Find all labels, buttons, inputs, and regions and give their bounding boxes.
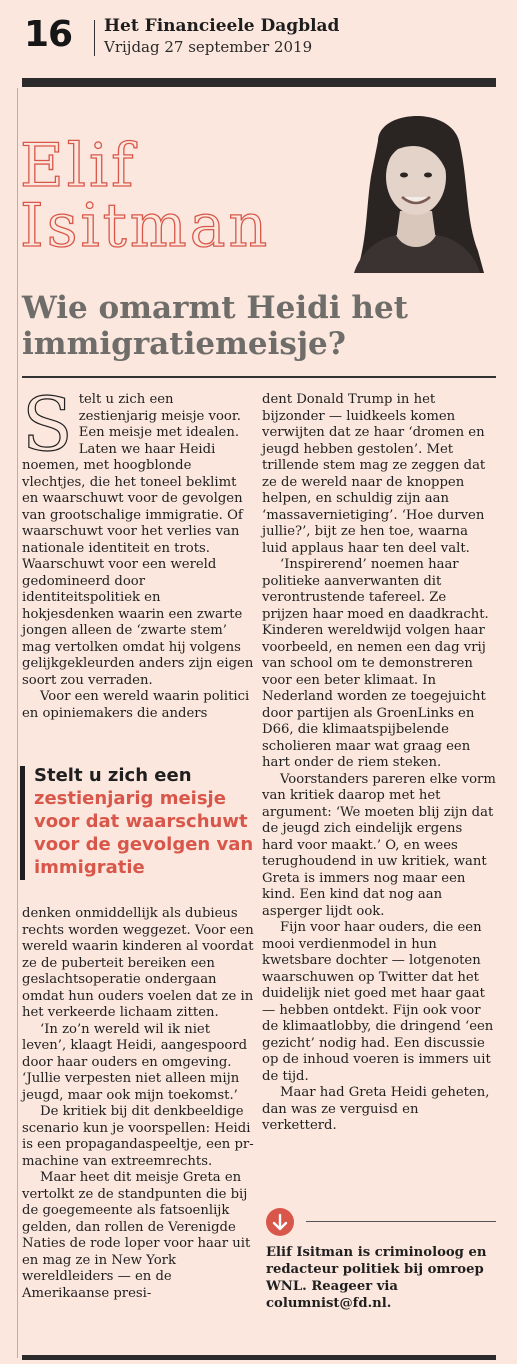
paragraph: dent Donald Trump in het bijzonder — luidkeels komen verwijten dat ze haar ‘dromen en jeugd hebben gestolen’. Met trillende stem mag ze zeggen dat ze de wereld naar de knoppen helpen, en schuldig zijn aan ‘massavernietiging’. ‘Hoe durven jullie?’, bijt ze hen toe, waarna luid applaus haar ten deel valt. — [262, 392, 486, 556]
pull-quote-lead: Stelt u zich een — [34, 765, 192, 786]
bottom-rule — [22, 1355, 496, 1360]
paragraph: De kritiek bij dit denkbeeldige scenario kun je voorspellen: Heidi is een propagandaspeeltje, een pr-machine van extreemrechts. — [22, 1104, 254, 1169]
article-column-left-bottom — [22, 906, 254, 1302]
paragraph: denken onmiddellijk als dubieus rechts worden weggezet. Voor een wereld waarin kinderen al voordat ze de puberteit bereiken een geslachtsoperatie ondergaan omdat hun ouders voelen dat ze in het verkeerde lichaam zitten. — [22, 906, 254, 1020]
columnist-first-name: Elif — [20, 131, 137, 201]
bio-rule — [306, 1221, 496, 1222]
margin-line — [17, 88, 18, 1358]
page-number: 16 — [24, 14, 73, 55]
header-divider — [94, 20, 95, 56]
newspaper-name: Het Financieele Dagblad — [104, 16, 340, 36]
pull-quote-bar — [20, 766, 25, 880]
paragraph: Fijn voor haar ouders, die een mooi verdienmodel in hun kwetsbare dochter — lotgenoten waarschuwen op Twitter dat het duidelijk niet goed met haar gaat — hebben ontdekt. Fijn ook voor de klimaatlobby, die dringend ‘een gezicht’ nodig had. Een discussie op de inhoud voeren is immers uit de tijd. — [262, 920, 494, 1084]
paragraph: ‘In zo’n wereld wil ik niet leven’, klaagt Heidi, aangespoord door haar ouders en omgeving. ‘Jullie verpesten niet alleen mijn jeugd, maar ook mijn toekomst.’ — [22, 1021, 248, 1103]
pull-quote-accent: zestienjarig meisje voor dat waarschuwt voor de gevolgen van immigratie — [34, 788, 254, 878]
paragraph: Maar heet dit meisje Greta en vertolkt ze de standpunten die bij de goegemeente als fatsoenlijk gelden, dan rollen de Verenigde Naties de rode loper voor haar uit en mag ze in New York wereldleiders — en de Amerikaanse presi- — [22, 1170, 251, 1301]
columnist-last-name: Isitman — [20, 191, 271, 261]
paragraph: Stelt u zich een zestienjarig meisje voor. Een meisje met idealen. Laten we haar Heidi noemen, met hoogblonde vlechtjes, die het toneel beklimt en waarschuwt voor de gevolgen van grootschalige immigratie. Of waarschuwt voor het verlies van nationale identiteit en trots. Waarschuwt voor een wereld gedomineerd door identiteitspolitiek en hokjesdenken waarin een zwarte jongen alleen de ‘zwarte stem’ mag vertolken omdat hij volgens gelijkgekleurden anders zijn eigen soort zou verraden. — [22, 382, 254, 688]
author-bio: Elif Isitman is criminoloog en redacteur politiek bij omroep WNL. Reageer via columnist@fd.nl. — [266, 1245, 487, 1311]
headline-rule — [22, 376, 496, 378]
paragraph: ‘Inspirerend’ noemen haar politieke aanverwanten dit verontrustende tafereel. Ze prijzen haar moed en daadkracht. Kinderen wereldwijd volgen haar voorbeeld, en nemen een dag vrij van school om te demonstreren voor een beter klimaat. In Nederland worden ze toegejuicht door partijen als GroenLinks en D66, die klimaatspijbelende scholieren maar wat graag een hart onder de riem steken. — [262, 557, 489, 770]
article-headline: Wie omarmt Heidi het immigratiemeisje? — [22, 290, 408, 362]
issue-date: Vrijdag 27 september 2019 — [104, 38, 313, 56]
paragraph: Voor een wereld waarin politici en opiniemakers die anders — [22, 689, 250, 721]
drop-cap: S — [22, 382, 73, 468]
paragraph: Voorstanders pareren elke vorm van kritiek daarop met het argument: ‘We moeten blij zijn dat de jeugd zich eindelijk ergens hard voor maakt.’ O, en wees terughoudend in uw kritiek, want Greta is immers nog maar een kind. Een kind dat nog aan asperger lijdt ook. — [262, 771, 496, 919]
article-column-right — [262, 392, 496, 1135]
paragraph: Maar had Greta Heidi geheten, dan was ze verguisd en verketterd. — [262, 1085, 490, 1133]
columnist-portrait — [338, 101, 494, 273]
pull-quote — [34, 764, 254, 879]
article-column-left-top — [22, 382, 254, 722]
arrow-down-circle-icon — [266, 1208, 294, 1236]
top-rule — [22, 78, 496, 87]
